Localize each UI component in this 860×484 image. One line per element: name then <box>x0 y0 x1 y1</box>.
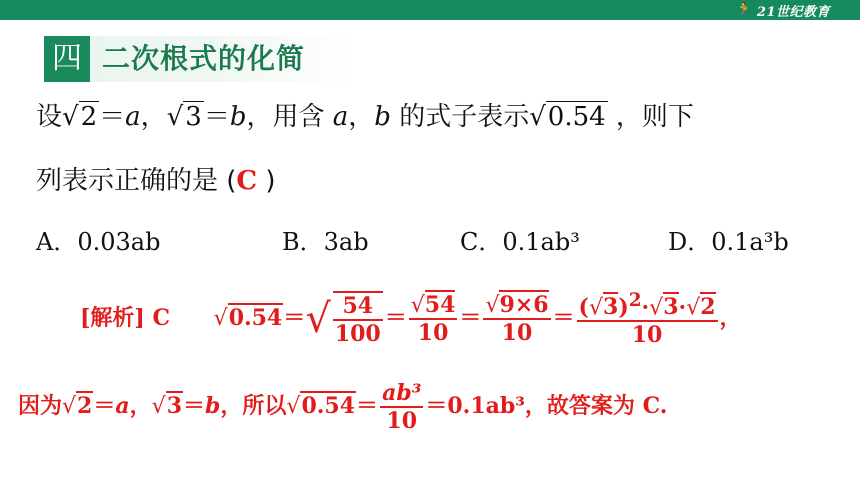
answer-letter: C <box>236 166 258 196</box>
runner-logo-icon: 🏃 <box>735 2 753 18</box>
sqrt-054: √0.54 <box>529 102 606 132</box>
question-line-1: 设√2＝a，√3＝b，用含 a，b 的式子表示√0.54 ，则下 <box>36 102 694 132</box>
fraction-expanded: $\frac{(√3)^2\cdot√3\cdot√2}{10}$ <box>578 290 716 349</box>
options-row <box>36 222 836 256</box>
option-b[interactable]: B．3ab <box>282 228 369 256</box>
solution-line-1: [解析] C √0.54＝√ $\frac{54}{100}$ ＝ $\frac{√54}{10}$ ＝ $\frac{√9\times 6}{10}$ ＝ $\frac{(√3)^2\cdot√3\cdot√2}{10}$ ， <box>80 290 742 349</box>
sqrt-2-solution: √2 <box>62 393 93 419</box>
section-header <box>44 36 356 82</box>
solution-head: [解析] C <box>80 305 170 332</box>
fraction-sqrt9x6-10: $\frac{√9\times 6}{10}$ <box>485 292 549 347</box>
sqrt-054-solution: √0.54 <box>213 305 283 332</box>
solution-line-2: 因为√2＝a，√3＝b，所以√0.54＝ $\frac{\text{ab³}}{10}$ ＝0.1ab³，故答案为 C. <box>18 380 668 434</box>
watermark-logo <box>600 395 840 445</box>
fraction-54-100: $\frac{54}{100}$ <box>334 293 381 348</box>
top-bar <box>0 0 860 20</box>
section-number: 四 <box>44 36 90 82</box>
section-title: 二次根式的化简 <box>102 42 306 75</box>
sqrt-3: √3 <box>166 102 202 132</box>
fraction-ab3-10: $\frac{\text{ab³}}{10}$ <box>382 380 422 434</box>
option-a[interactable]: A．0.03ab <box>36 228 161 256</box>
fraction-sqrt54-10: $\frac{√54}{10}$ <box>410 292 456 347</box>
brand-name: 21世纪教育 <box>756 4 830 20</box>
sqrt-2: √2 <box>62 102 98 132</box>
option-d[interactable]: D．0.1a³b <box>668 228 789 256</box>
sqrt-3-solution: √3 <box>151 393 182 419</box>
sqrt-054-solution-2: √0.54 <box>286 393 356 419</box>
brand-logo <box>735 1 830 19</box>
question-line-2: 列表示正确的是 (C ) <box>36 166 276 196</box>
question-text: 设 <box>36 102 63 132</box>
option-c[interactable]: C．0.1ab³ <box>460 228 580 256</box>
